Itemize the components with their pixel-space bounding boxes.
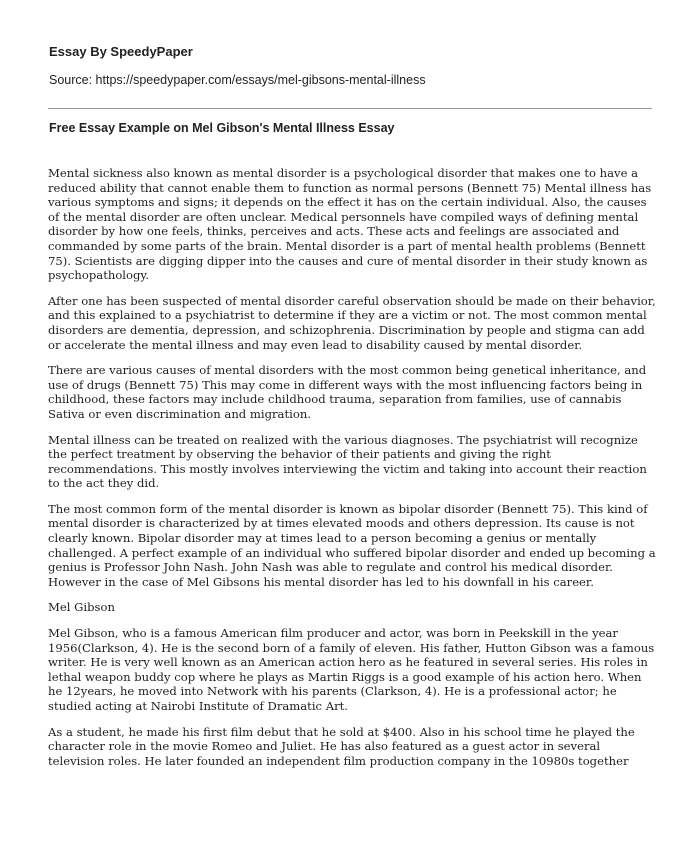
paragraph: Mental sickness also known as mental disorder is a psychological disorder that makes one to have a reduced ability that cannot enable them to function as normal persons (Bennett 75) Mental illness has various symptoms and signs; it depends on the effect it has on the certain individual. Also, the causes of the mental disorder are often unclear. Medical personnels have compiled ways of defining mental disorder by how one feels, thinks, perceives and acts. These acts and feelings are associated and commanded by some parts of the brain. Mental disorder is a part of mental health problems (Bennett 75). Scientists are digging dipper into the causes and cure of mental disorder in their study known as psychopathology.	[48, 166, 652, 283]
paragraph: The most common form of the mental disorder is known as bipolar disorder (Bennett 75). This kind of mental disorder is characterized by at times elevated moods and others depression. Its cause is not clearly known. Bipolar disorder may at times lead to a person becoming a genius or mentally challenged. A perfect example of an individual who suffered bipolar disorder and ended up becoming a genius is Professor John Nash. John Nash was able to regulate and control his medical disorder. However in the case of Mel Gibsons his mental disorder has led to his downfall in his career.	[48, 501, 656, 589]
essay-body	[48, 166, 656, 779]
paragraph: After one has been suspected of mental disorder careful observation should be made on their behavior, and this explained to a psychiatrist to determine if they are a victim or not. The most common mental disorders are dementia, depression, and schizophrenia. Discrimination by people and stigma can add or accelerate the mental illness and may even lead to disability caused by mental disorder.	[48, 293, 656, 352]
paragraph: Mel Gibson, who is a famous American film producer and actor, was born in Peekskill in the year 1956(Clarkson, 4). He is the second born of a family of eleven. His father, Hutton Gibson was a famous writer. He is very well known as an American action hero as he featured in several series. His roles in lethal weapon buddy cop where he plays as Martin Riggs is a good example of his action hero. When he 12years, he moved into Network with his parents (Clarkson, 4). He is a professional actor; he studied acting at Nairobi Institute of Dramatic Art.	[48, 626, 655, 713]
paragraph: As a student, he made his first film debut that he sold at $400. Also in his school time he played the character role in the movie Romeo and Juliet. He has also featured as a guest actor in several television roles. He later founded an independent film production company in the 10980s together	[48, 724, 635, 768]
paragraph: Mental illness can be treated on realized with the various diagnoses. The psychiatrist will recognize the perfect treatment by observing the behavior of their patients and giving the right recommendations. This mostly involves interviewing the victim and taking into account their reaction to the act they did.	[48, 432, 647, 491]
source-link[interactable]: Source: https://speedypaper.com/essays/mel-gibsons-mental-illness	[49, 73, 426, 87]
paragraph: There are various causes of mental disorders with the most common being genetical inheritance, and use of drugs (Bennett 75) This may come in different ways with the most influencing factors being in childhood, these factors may include childhood trauma, separation from families, use of cannabis Sativa or even discrimination and migration.	[48, 363, 647, 421]
section-heading: Mel Gibson	[48, 600, 115, 615]
header-divider	[48, 108, 652, 109]
essay-title: Free Essay Example on Mel Gibson's Mental Illness Essay	[49, 121, 395, 135]
site-title: Essay By SpeedyPaper	[49, 44, 193, 59]
